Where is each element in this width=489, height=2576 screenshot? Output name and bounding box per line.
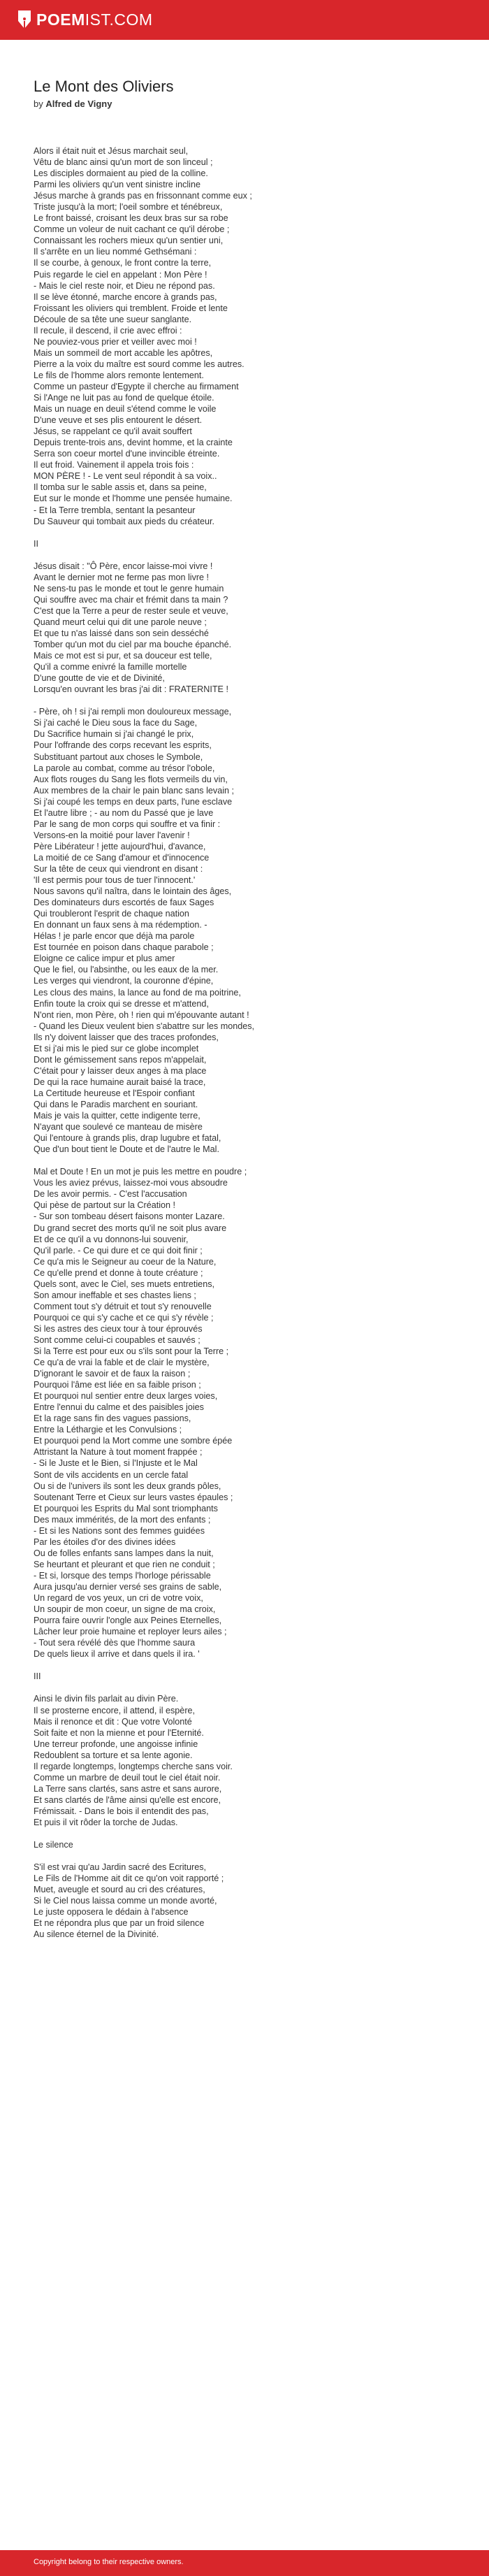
author-line — [34, 98, 467, 110]
poem-line: Eloigne ce calice impur et plus amer — [34, 954, 175, 964]
poem-line: Ce qu'a mis le Seigneur au coeur de la Nature, — [34, 1256, 217, 1267]
poem-line: Et pourquoi nul sentier entre deux larges voies, — [34, 1391, 218, 1402]
poem-line: D'une goutte de vie et de Divinité, — [34, 673, 165, 684]
poem-line: En donnant un faux sens à ma rédemption. - — [34, 920, 207, 930]
poem-line: Qui l'entoure à grands plis, drap lugubre et fatal, — [34, 1133, 221, 1144]
poem-line: Mais un sommeil de mort accable les apôtres, — [34, 347, 213, 358]
poem-line: Redoublent sa torture et sa lente agonie. — [34, 1750, 193, 1760]
top-header-bar — [0, 0, 489, 40]
poem-line: Sur la tête de ceux qui viendront en disant : — [34, 864, 203, 874]
poem-line: Pourquoi l'âme est liée en sa faible prison ; — [34, 1380, 201, 1390]
poem-line: - Et si les Nations sont des femmes guidées — [34, 1525, 205, 1536]
poem-line: Qu'il parle. - Ce qui dure et ce qui doit finir ; — [34, 1245, 203, 1255]
poem-line: Et puis il vit rôder la torche de Judas. — [34, 1817, 178, 1827]
poem-line: Les clous des mains, la lance au fond de ma poitrine, — [34, 987, 241, 998]
poem-line: Si j'ai caché le Dieu sous la face du Sage, — [34, 718, 198, 728]
poem-line: De qui la race humaine aurait baisé la trace, — [34, 1077, 206, 1087]
poem-line: Et pourquoi les Esprits du Mal sont triomphants — [34, 1503, 218, 1513]
poem-line: Triste jusqu'à la mort; l'oeil sombre et ténébreux, — [34, 202, 223, 213]
stanza-break — [34, 1850, 467, 1862]
poem-line: Nous savons qu'il naîtra, dans le lointain des âges, — [34, 886, 232, 897]
poem-line: Qui souffre avec ma chair et frémit dans ta main ? — [34, 594, 228, 605]
poem-line: Ce qu'a de vrai la fable et de clair le mystère, — [34, 1358, 210, 1368]
poem-line: Ce qu'elle prend et donne à toute créature ; — [34, 1267, 203, 1278]
poem-line: Il se courbe, à genoux, le front contre la terre, — [34, 258, 212, 268]
poem-line: Quand meurt celui qui dit une parole neuve ; — [34, 617, 207, 627]
poem-line: Mais je vais la quitter, cette indigente terre, — [34, 1111, 200, 1121]
poemist-logo-icon — [17, 9, 32, 30]
logo-wordmark — [36, 10, 153, 29]
poem-line: Et pourquoi pend la Mort comme une sombre épée — [34, 1436, 233, 1446]
poem-line: S'il est vrai qu'au Jardin sacré des Ecritures, — [34, 1862, 206, 1873]
poem-line: Il regarde longtemps, longtemps cherche sans voir. — [34, 1761, 233, 1771]
poem-line: Ne pouviez-vous prier et veiller avec moi ! — [34, 336, 197, 347]
poem-line: Il se lève étonné, marche encore à grands pas, — [34, 292, 217, 302]
author-name[interactable]: Alfred de Vigny — [45, 99, 112, 109]
poem-line: Son amour ineffable et ses chastes liens ; — [34, 1290, 196, 1300]
poem-line: Si le Ciel nous laissa comme un monde avorté, — [34, 1896, 217, 1906]
poem-line: De les avoir permis. - C'est l'accusation — [34, 1189, 187, 1200]
poem-line: Le Fils de l'Homme ait dit ce qu'on voit rapporté ; — [34, 1873, 224, 1884]
poem-line: Dont le gémissement sans repos m'appelait, — [34, 1054, 207, 1065]
poem-container — [34, 77, 467, 1941]
poem-line: N'ont rien, mon Père, oh ! rien qui m'épouvante autant ! — [34, 1009, 249, 1020]
poem-line: Du Sauveur qui tombait aux pieds du créateur. — [34, 516, 215, 526]
poem-line: Le fils de l'homme alors remonte lentement. — [34, 370, 204, 380]
poem-line: Ne sens-tu pas le monde et tout le genre humain — [34, 583, 224, 593]
poem-line: Aux flots rouges du Sang les flots vermeils du vin, — [34, 774, 228, 784]
poem-line: Et sans clartés de l'âme ainsi qu'elle est encore, — [34, 1794, 221, 1805]
poem-line: Il se prosterne encore, il attend, il espère, — [34, 1705, 196, 1715]
poem-line: C'était pour y laisser deux anges à ma place — [34, 1065, 207, 1076]
poem-line: Un soupir de mon coeur, un signe de ma croix, — [34, 1604, 216, 1615]
poem-line: Il s'arrête en un lieu nommé Gethsémani : — [34, 247, 197, 257]
stanza-break — [34, 1828, 467, 1839]
poem-line: Lâcher leur proie humaine et reployer leurs ailes ; — [34, 1627, 227, 1637]
poem-line: Qui dans le Paradis marchent en souriant. — [34, 1099, 198, 1109]
poem-line: Jésus disait : "Ô Père, encor laisse-moi vivre ! — [34, 561, 213, 571]
poem-line: - Tout sera révélé dès que l'homme saura — [34, 1638, 196, 1648]
poem-line: Aux membres de la chair le pain blanc sans levain ; — [34, 785, 235, 796]
poem-line: Ou si de l'univers ils sont les deux grands pôles, — [34, 1481, 221, 1491]
poem-line: Pierre a la voix du maître est sourd comme les autres. — [34, 359, 245, 369]
poem-line: Comment tout s'y détruit et tout s'y renouvelle — [34, 1301, 212, 1311]
poem-line: Parmi les oliviers qu'un vent sinistre incline — [34, 180, 200, 190]
poem-line: Le juste opposera le dédain à l'absence — [34, 1907, 189, 1917]
poem-line: Découle de sa tête une sueur sanglante. — [34, 314, 192, 324]
poem-line: Si l'Ange ne luit pas au fond de quelque étoile. — [34, 393, 214, 403]
poem-line: Le silence — [34, 1840, 73, 1850]
poem-line: Versons-en la moitié pour laver l'avenir ! — [34, 830, 190, 840]
poem-line: Jésus marche à grands pas en frissonnant comme eux ; — [34, 191, 252, 201]
poem-line: Se heurtant et pleurant et que rien ne conduit ; — [34, 1559, 215, 1569]
stanza-break — [34, 695, 467, 706]
poem-line: Soit faite et non la mienne et pour l'Eternité. — [34, 1727, 204, 1738]
stanza-break — [34, 1660, 467, 1671]
poem-line: Puis regarde le ciel en appelant : Mon Père ! — [34, 269, 207, 280]
poem-line: Comme un marbre de deuil tout le ciel était noir. — [34, 1772, 221, 1783]
poem-line: Frémissait. - Dans le bois il entendit des pas, — [34, 1806, 209, 1816]
poem-line: - Quand les Dieux veulent bien s'abattre sur les mondes, — [34, 1021, 255, 1031]
poem-line: Vous les aviez prévus, laissez-moi vous absoudre — [34, 1178, 228, 1188]
poem-line: Et que tu n'as laissé dans son sein desséché — [34, 628, 209, 639]
poem-line: Attristant la Nature à tout moment frappée ; — [34, 1447, 203, 1458]
poem-line: Du grand secret des morts qu'il ne soit plus avare — [34, 1223, 227, 1233]
poem-line: Par les étoiles d'or des divines idées — [34, 1537, 176, 1547]
stanza-break — [34, 527, 467, 538]
poem-line: Aura jusqu'au dernier versé ses grains de sable, — [34, 1582, 222, 1592]
poem-line: C'est que la Terre a peur de rester seule et veuve, — [34, 605, 228, 616]
poem-line: Quels sont, avec le Ciel, ses muets entretiens, — [34, 1279, 214, 1289]
poem-line: Il tomba sur le sable assis et, dans sa peine, — [34, 482, 207, 493]
poem-title: Le Mont des Oliviers — [34, 78, 174, 95]
poem-line: Vêtu de blanc ainsi qu'un mort de son linceul ; — [34, 157, 213, 168]
poem-line: Mais il renonce et dit : Que votre Volonté — [34, 1716, 192, 1727]
poem-line: Alors il était nuit et Jésus marchait seul, — [34, 146, 189, 156]
poem-line: La Terre sans clartés, sans astre et sans aurore, — [34, 1783, 222, 1794]
poem-line: Depuis trente-trois ans, devint homme, et la crainte — [34, 438, 233, 448]
poem-line: Par le sang de mon corps qui souffre et va finir : — [34, 819, 221, 829]
poem-line: Froissant les oliviers qui tremblent. Froide et lente — [34, 303, 228, 313]
poem-line: II — [34, 538, 38, 549]
poem-line: Qui troubleront l'esprit de chaque nation — [34, 909, 189, 919]
poem-line: Comme un pasteur d'Egypte il cherche au firmament — [34, 381, 239, 391]
poem-line: Il recule, il descend, il crie avec effroi : — [34, 325, 182, 336]
poem-line: Ou de folles enfants sans lampes dans la nuit, — [34, 1548, 214, 1558]
poem-line: Ainsi le divin fils parlait au divin Père. — [34, 1694, 179, 1704]
poem-line: D'ignorant le savoir et de faux la raison ; — [34, 1369, 191, 1379]
poem-line: D'une veuve et ses plis entourent le désert. — [34, 415, 203, 426]
site-logo[interactable] — [17, 9, 153, 30]
poem-line: Les verges qui viendront, la couronne d'épine, — [34, 976, 214, 986]
poem-line: Père Libérateur ! jette aujourd'hui, d'avance, — [34, 841, 206, 851]
poem-line: Si la Terre est pour eux ou s'ils sont pour la Terre ; — [34, 1346, 229, 1357]
poem-line: Que le fiel, ou l'absinthe, ou les eaux de la mer. — [34, 965, 219, 975]
poem-line: Mal et Doute ! En un mot je puis les mettre en poudre ; — [34, 1167, 247, 1177]
poem-line: Qu'il a comme enivré la famille mortelle — [34, 662, 187, 672]
poem-line: Ils n'y doivent laisser que des traces profondes, — [34, 1032, 219, 1042]
poem-line: De quels lieux il arrive et dans quels il ira. ' — [34, 1649, 200, 1660]
poem-line: Substituant partout aux choses le Symbole, — [34, 751, 203, 762]
poem-line: Enfin toute la croix qui se dresse et m'attend, — [34, 998, 209, 1009]
poem-line: Un regard de vos yeux, un cri de votre voix, — [34, 1593, 203, 1604]
poem-line: La parole au combat, comme au trésor l'obole, — [34, 763, 215, 773]
poem-line: Et l'autre libre ; - au nom du Passé que je lave — [34, 807, 214, 818]
poem-line: III — [34, 1671, 41, 1682]
poem-line: Pour l'offrande des corps recevant les esprits, — [34, 740, 212, 751]
poem-line: - Sur son tombeau désert faisons monter Lazare. — [34, 1211, 225, 1222]
poem-line: Et de ce qu'il a vu donnons-lui souvenir, — [34, 1234, 189, 1244]
stanza-break — [34, 549, 467, 561]
poem-line: Sont comme celui-ci coupables et sauvés ; — [34, 1334, 200, 1345]
copyright-text: Copyright belong to their respective owners. — [34, 2558, 184, 2566]
poem-line: Si les astres des cieux tour à tour éprouvés — [34, 1323, 203, 1334]
poem-line: Le front baissé, croisant les deux bras sur sa robe — [34, 213, 228, 224]
poem-line: Hélas ! je parle encor que déjà ma parole — [34, 931, 195, 942]
poem-line: - Mais le ciel reste noir, et Dieu ne répond pas. — [34, 280, 215, 291]
poem-line: - Et la Terre trembla, sentant la pesanteur — [34, 505, 196, 515]
poem-line: Mais ce mot est si pur, et sa douceur est telle, — [34, 651, 212, 661]
poem-line: 'Il est permis pour tous de tuer l'innocent.' — [34, 875, 196, 886]
poem-line: Tomber qu'un mot du ciel par ma bouche épanché. — [34, 640, 232, 650]
poem-line: Des dominateurs durs escortés de faux Sages — [34, 898, 214, 908]
poem-line: Des maux immérités, de la mort des enfants ; — [34, 1514, 211, 1525]
poem-line: Entre la Léthargie et les Convulsions ; — [34, 1425, 182, 1435]
poem-text — [34, 145, 467, 1941]
poem-line: N'ayant que soulevé ce manteau de misère — [34, 1122, 203, 1132]
poem-line: Et ne répondra plus que par un froid silence — [34, 1918, 205, 1929]
poem-line: MON PÈRE ! - Le vent seul répondit à sa voix.. — [34, 471, 217, 482]
stanza-break — [34, 1682, 467, 1693]
poem-line: Avant le dernier mot ne ferme pas mon livre ! — [34, 572, 210, 582]
poem-line: Si j'ai coupé les temps en deux parts, l'une esclave — [34, 796, 233, 807]
poem-line: Du Sacrifice humain si j'ai changé le prix, — [34, 729, 194, 740]
poem-line: - Si le Juste et le Bien, si l'Injuste et le Mal — [34, 1458, 198, 1469]
poem-line: Connaissant les rochers mieux qu'un sentier uni, — [34, 236, 224, 246]
logo-wordmark-bold: POEM — [36, 10, 85, 29]
poem-line: Jésus, se rappelant ce qu'il avait souffert — [34, 426, 192, 437]
poem-line: Et la rage sans fin des vagues passions, — [34, 1413, 191, 1424]
poem-line: Les disciples dormaient au pied de la colline. — [34, 168, 208, 179]
poem-line: Une terreur profonde, une angoisse infinie — [34, 1739, 198, 1749]
poem-line: Et si j'ai mis le pied sur ce globe incomplet — [34, 1043, 199, 1053]
poem-line: Eut sur le monde et l'homme une pensée humaine. — [34, 494, 233, 504]
footer-bar — [0, 2550, 489, 2576]
poem-line: Comme un voleur de nuit cachant ce qu'il dérobe ; — [34, 224, 230, 235]
stanza-break — [34, 1155, 467, 1166]
poem-line: Serra son coeur mortel d'une invincible étreinte. — [34, 449, 220, 459]
poem-line: Pourra faire ouvrir l'ongle aux Peines Eternelles, — [34, 1616, 222, 1626]
poem-line: Muet, aveugle et sourd au cri des créatures, — [34, 1885, 205, 1895]
poem-line: Il eut froid. Vainement il appela trois fois : — [34, 460, 194, 470]
poem-line: Sont de vils accidents en un cercle fatal — [34, 1469, 189, 1480]
poem-line: Que d'un bout tient le Doute et de l'autre le Mal. — [34, 1144, 219, 1155]
poem-line: Mais un nuage en deuil s'étend comme le voile — [34, 404, 217, 415]
poem-line: La moitié de ce Sang d'amour et d'innocence — [34, 852, 210, 863]
poem-line: Au silence éternel de la Divinité. — [34, 1929, 159, 1940]
poem-line: La Certitude heureuse et l'Espoir confiant — [34, 1088, 195, 1098]
poem-line: Entre l'ennui du calme et des paisibles joies — [34, 1402, 204, 1413]
logo-wordmark-light: IST.COM — [85, 10, 153, 29]
poem-line: Est tournée en poison dans chaque parabole ; — [34, 942, 214, 953]
poem-line: Pourquoi ce qui s'y cache et ce qui s'y révèle ; — [34, 1312, 214, 1323]
poem-line: - Père, oh ! si j'ai rempli mon douloureux message, — [34, 707, 232, 717]
by-label: by — [34, 99, 43, 109]
poem-line: Qui pèse de partout sur la Création ! — [34, 1200, 176, 1211]
poem-line: Soutenant Terre et Cieux sur leurs vastes épaules ; — [34, 1492, 233, 1502]
poem-line: - Et si, lorsque des temps l'horloge périssable — [34, 1570, 211, 1581]
poem-line: Lorsqu'en ouvrant les bras j'ai dit : FRATERNITE ! — [34, 684, 228, 695]
